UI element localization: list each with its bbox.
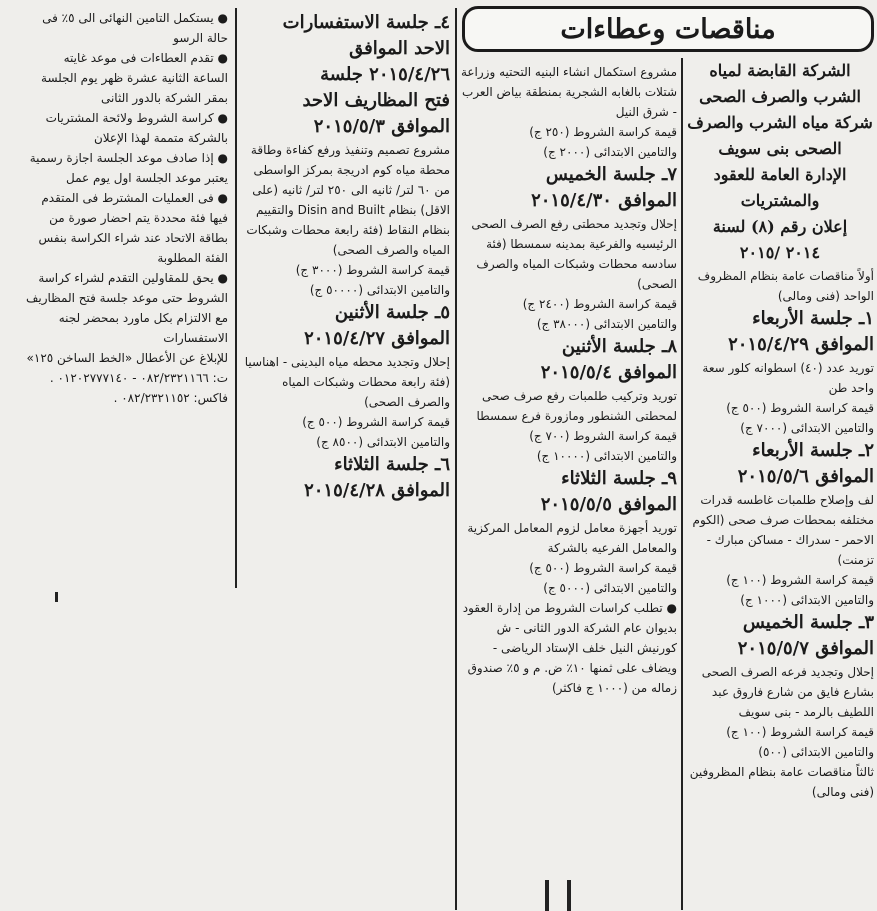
session-4-desc <box>240 140 450 260</box>
note-bullet-5: ● فى العمليات المشترط فى المتقدم فيها فئة محددة يتم احضار صورة من بطاقة الاتحاد عند شراء الكراسة بنفس الفئة المطلوبة <box>25 188 228 268</box>
note-bullet-6: ● يحق للمقاولين التقدم لشراء كراسة الشروط حتى موعد جلسة فتح المظاريف مع الالتزام بكل ماورد بمحضر لجنه الاستفسارات <box>25 268 228 348</box>
announcement-number: إعلان رقم (٨) لسنة <box>712 217 848 236</box>
session-4-desc-text-2: والتقييم بنظام النقاط (فئة رابعة محطات وشبكات المياه والصرف الصحى) <box>246 203 450 257</box>
note-bullet-2: ● تقدم العطاءات فى موعد غايته الساعة الثانية عشرة ظهر يوم الجلسة بمقر الشركة بالدور الثانى <box>25 48 228 108</box>
session-5-date: الموافق ٢٠١٥/٤/٢٧ <box>304 328 450 349</box>
session-8-insurance: والتامين الابتدائى (١٠٠٠٠ ج) <box>536 449 677 463</box>
session-8-date: الموافق ٢٠١٥/٥/٤ <box>540 362 677 383</box>
note-bullet-3: ● كراسة الشروط ولائحة المشتريات بالشركة متممة لهذا الإعلان <box>25 108 228 148</box>
session-4-title: ٤ـ جلسة الاستفسارات <box>282 12 450 33</box>
org-line: الإدارة العامة للعقود <box>713 165 847 184</box>
org-line: الصحى بنى سويف <box>718 139 842 158</box>
column-4 <box>25 8 228 593</box>
session-4-line-2: الاحد الموافق <box>349 38 450 59</box>
announcement-year: ٢٠١٤ /٢٠١٥ <box>739 243 821 262</box>
session-3-desc: إحلال وتجديد فرعه الصرف الصحى بشارع فايق من شارع فاروق عبد اللطيف بالرمد - بنى سويف <box>701 665 874 719</box>
session-4-desc-english: Disin and Built <box>297 203 385 217</box>
session-9-desc: توريد أجهزة معامل لزوم المعامل المركزية والمعامل الفرعيه بالشركة <box>467 521 677 555</box>
session-8-fee: قيمة كراسة الشروط (٧٠٠ ج) <box>529 429 677 443</box>
session-8-title: ٨ـ جلسة الأثنين <box>561 336 677 357</box>
session-6-title: ٦ـ جلسة الثلاثاء <box>334 454 450 475</box>
session-2-date: الموافق ٢٠١٥/٥/٦ <box>737 466 874 487</box>
section-banner <box>462 6 874 52</box>
session-2-title: ٢ـ جلسة الأربعاء <box>752 440 874 461</box>
session-9-fee: قيمة كراسة الشروط (٥٠٠ ج) <box>529 561 677 575</box>
session-4-insurance: والتامين الابتدائى (٥٠٠٠٠ ج) <box>309 283 450 297</box>
session-2-desc: لف وإصلاح طلمبات غاطسه قدرات مختلفه بمحطات صرف صحى (الكوم الاحمر - سدراك - مساكن مبارك - تزمنت) <box>692 493 874 567</box>
column-2 <box>460 62 677 911</box>
session-1-fee: قيمة كراسة الشروط (٥٠٠ ج) <box>726 401 874 415</box>
session-5-insurance: والتامين الابتدائى (٨٥٠٠ ج) <box>316 435 450 449</box>
session-5-title: ٥ـ جلسة الأثنين <box>334 302 450 323</box>
session-1-desc: توريد عدد (٤٠) اسطوانه كلور سعة واحد طن <box>702 361 874 395</box>
org-header <box>686 58 874 266</box>
session-9-title: ٩ـ جلسة الثلاثاء <box>561 468 677 489</box>
org-line: والمشتريات <box>740 191 820 210</box>
column-rule-1 <box>681 58 683 910</box>
session-3-fee: قيمة كراسة الشروط (١٠٠ ج) <box>726 725 874 739</box>
intro-text: أولاً مناقصات عامة بنظام المظروف الواحد (فنى ومالى) <box>697 269 874 303</box>
session-7-date: الموافق ٢٠١٥/٤/٣٠ <box>531 190 677 211</box>
phone-numbers: ت: ٠٨٢/٢٣٢١١٦٦ - ٠١٢٠٢٧٧٧١٤٠ . <box>49 371 228 385</box>
third-section-intro: ثالثاً مناقصات عامة بنظام المظروفين (فنى ومالى) <box>689 765 874 799</box>
org-line: الشركة القابضة لمياه <box>709 61 851 80</box>
bottom-tick-mark <box>55 592 58 602</box>
project-desc: مشروع استكمال انشاء البنيه التحتيه وزراعة شتلات بالغابه الشجرية بمنطقة بياض العرب - شرق النيل <box>460 65 677 119</box>
session-4-fee: قيمة كراسة الشروط (٣٠٠٠ ج) <box>295 263 450 277</box>
session-7-desc: إحلال وتجديد محطتى رفع الصرف الصحى الرئيسيه والفرعية بمدينه سمسطا (فئة سادسه محطات وشبكات المياه والصرف الصحى) <box>471 217 677 291</box>
session-4-line-4: فتح المظاريف الاحد <box>302 90 450 111</box>
column-1 <box>686 58 874 911</box>
project-fee: قيمة كراسة الشروط (٢٥٠ ج) <box>529 125 677 139</box>
banner-title: مناقصات وعطاءات <box>560 13 776 45</box>
hotline-text: للإبلاغ عن الأعطال «الخط الساخن ١٢٥» <box>26 351 228 365</box>
session-1-title: ١ـ جلسة الأربعاء <box>752 308 874 329</box>
session-2-insurance: والتامين الابتدائى (١٠٠٠ ج) <box>740 593 874 607</box>
session-4-desc-text: مشروع تصميم وتنفيذ ورفع كفاءة وطاقة محطة مياه كوم ادريجة بمركز الواسطى من ٦٠ لتر/ ثانيه الى ٢٥٠ لتر/ ثانيه (على الاقل) بنظام <box>250 143 450 217</box>
purchase-note: ● تطلب كراسات الشروط من إدارة العقود بديوان عام الشركة الدور الثانى - ش كورنيش النيل خلف الإستاد الرياضى - ويضاف على ثمنها ١٠٪ ض. م و ٥٪ صندوق زماله من (١٠٠٠ ج فاكثر) <box>460 598 677 698</box>
session-7-insurance: والتامين الابتدائى (٣٨٠٠٠ ج) <box>536 317 677 331</box>
column-rule-3 <box>235 8 237 588</box>
session-3-title: ٣ـ جلسة الخميس <box>742 612 874 633</box>
session-7-fee: قيمة كراسة الشروط (٢٤٠٠ ج) <box>522 297 677 311</box>
fax-number: فاكس: ٠٨٢/٢٣٢١١٥٢ . <box>113 391 228 405</box>
session-5-fee: قيمة كراسة الشروط (٥٠٠ ج) <box>302 415 450 429</box>
session-2-fee: قيمة كراسة الشروط (١٠٠ ج) <box>726 573 874 587</box>
session-9-insurance: والتامين الابتدائى (٥٠٠٠ ج) <box>543 581 677 595</box>
project-insurance: والتامين الابتدائى (٢٠٠٠ ج) <box>543 145 677 159</box>
bottom-fold-mark <box>545 880 571 911</box>
session-9-date: الموافق ٢٠١٥/٥/٥ <box>540 494 677 515</box>
session-6-date: الموافق ٢٠١٥/٤/٢٨ <box>304 480 450 501</box>
session-5-desc: إحلال وتجديد محطه مياه البدينى - اهناسيا (فئة رابعة محطات وشبكات المياه والصرف الصحى) <box>244 355 450 409</box>
session-4-line-3: ٢٠١٥/٤/٢٦ جلسة <box>320 64 450 85</box>
note-bullet-1: ● يستكمل التامين النهائى الى ٥٪ فى حالة الرسو <box>25 8 228 48</box>
note-bullet-4: ● إذا صادف موعد الجلسة اجازة رسمية يعتبر موعد الجلسة اول يوم عمل <box>25 148 228 188</box>
session-4-line-5: الموافق ٢٠١٥/٥/٣ <box>313 116 450 137</box>
session-8-desc: توريد وتركيب طلمبات رفع صرف صحى لمحطتى الشنطور ومازورة فرع سمسطا <box>476 389 677 423</box>
org-line: شركة مياه الشرب والصرف <box>687 113 873 132</box>
column-rule-2 <box>455 8 457 910</box>
session-3-date: الموافق ٢٠١٥/٥/٧ <box>737 638 874 659</box>
session-7-title: ٧ـ جلسة الخميس <box>545 164 677 185</box>
column-3 <box>240 10 450 585</box>
session-1-date: الموافق ٢٠١٥/٤/٢٩ <box>728 334 874 355</box>
session-1-insurance: والتامين الابتدائى (٧٠٠٠ ج) <box>740 421 874 435</box>
org-line: الشرب والصرف الصحى <box>699 87 861 106</box>
session-3-insurance: والتامين الابتدائى (٥٠٠) <box>758 745 874 759</box>
